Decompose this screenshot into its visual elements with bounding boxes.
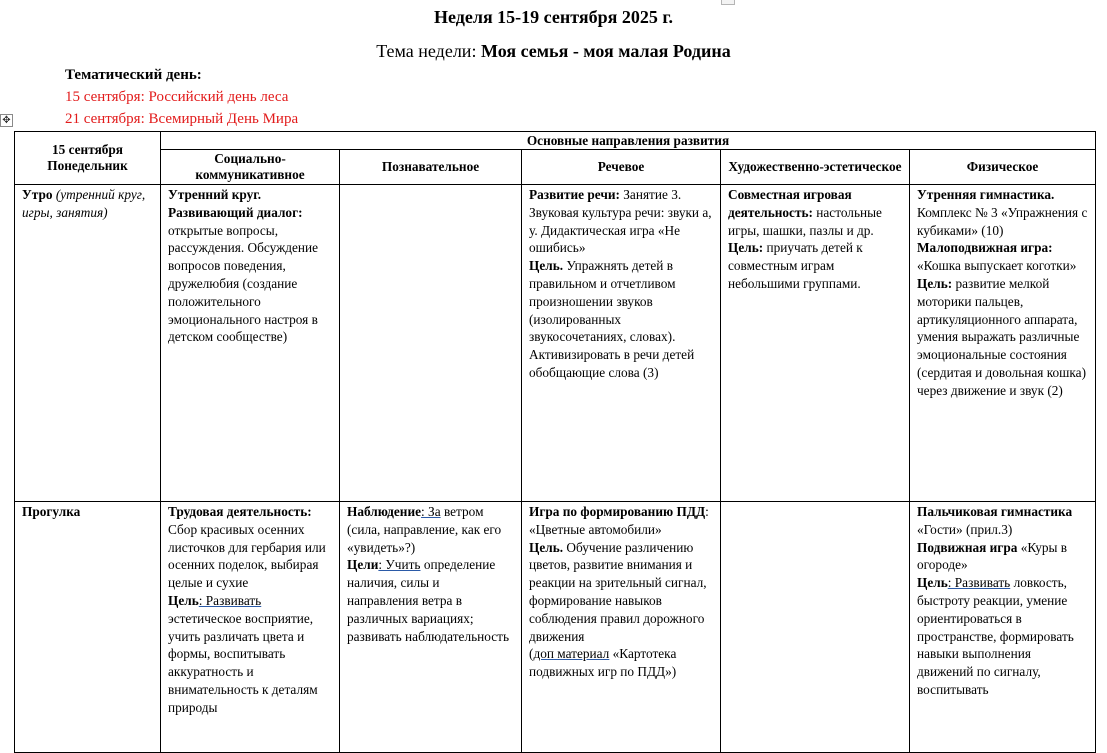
row-label-walk (15, 502, 161, 753)
cell-text: ( (529, 646, 534, 662)
cell-text: Занятие 3. Звуковая культура речи: звуки а, у. Дидактическая игра «Не ошибись» (529, 187, 712, 256)
table-row-walk (15, 502, 1096, 753)
cell-heading: Цели (347, 557, 379, 573)
cell-morning-art (721, 185, 910, 502)
spell-flagged-text: доп материал (533, 646, 610, 662)
week-theme (0, 41, 1107, 62)
cell-text: определение наличия, силы и направления ветра в различных вариациях; развивать наблюдательность (347, 557, 510, 644)
group-header: Основные направления развития (161, 132, 1096, 150)
theme-name: Моя семья - моя малая Родина (480, 41, 731, 61)
cell-walk-cognitive (340, 502, 522, 753)
cell-heading: Подвижная игра (917, 539, 1018, 555)
col-header-speech: Речевое (522, 150, 721, 185)
table-move-handle-icon[interactable]: ✥ (0, 114, 13, 127)
cell-text: ветром (сила, направление, как его «увидеть»?) (347, 504, 502, 555)
cell-morning-speech (522, 185, 721, 502)
cell-text: ловкость, быстроту реакции, умение ориентироваться в пространстве, формировать навыки выполнения движений по сигналу, воспитывать (917, 575, 1074, 697)
col-header-social: Социально-коммуникативное (161, 150, 340, 185)
thematic-day-2: 21 сентября: Всемирный День Мира (65, 111, 299, 127)
thematic-day-1: 15 сентября: Российский день леса (65, 89, 289, 105)
cell-heading: Игра по формированию ПДД (529, 504, 706, 519)
cell-heading: Цель. (529, 539, 564, 555)
cell-text: : «Цветные автомобили» (529, 504, 709, 537)
cell-text: Упражнять детей в правильном и отчетливом произношении звуков (изолированных звукосочетаниях, словах). Активизировать в речи детей обобщающие слова (3) (529, 258, 695, 380)
cell-text: Сбор красивых осенних листочков для гербария или осенних поделок, выбирая целые и сухие (168, 521, 326, 591)
cell-text: «Кошка выпускает коготки» (917, 258, 1077, 274)
cell-morning-cognitive (340, 185, 522, 502)
cell-heading: Цель (168, 592, 199, 608)
cell-heading: Утренний круг. (168, 187, 262, 202)
cell-text: открытые вопросы, рассуждения. Обсуждение вопросов поведения, дружелюбия (создание положительного эмоционального настроя в детском сообществе) (168, 222, 319, 345)
cell-heading: Наблюдение (347, 504, 422, 519)
row-label-text: Утро (22, 187, 53, 202)
col-header-art: Художественно-эстетическое (721, 150, 910, 185)
cell-heading: Утренняя гимнастика. (917, 187, 1055, 202)
spell-flagged-text: : Развивать (198, 592, 262, 608)
cell-text: Комплекс № 3 «Упражнения с кубиками» (10) (917, 204, 1088, 238)
cell-text: приучать детей к совместным играм небольшими группами. (728, 240, 863, 291)
cell-morning-physical (910, 185, 1096, 502)
plan-table (14, 131, 1096, 753)
spell-flagged-text: : Развивать (947, 575, 1011, 591)
cell-walk-art (721, 502, 910, 753)
theme-prefix: Тема недели: (376, 41, 481, 61)
cell-text: «Гости» (прил.3) (917, 521, 1013, 537)
cell-heading: Трудовая деятельность: (168, 504, 312, 519)
cell-heading: Цель. (529, 258, 564, 274)
table-row-morning (15, 185, 1096, 502)
cell-text: «Картотека подвижных игр по ПДД») (529, 646, 677, 680)
cell-heading: Малоподвижная игра: (917, 240, 1053, 256)
cell-text: эстетическое восприятие, учить различать цвета и формы, воспитывать аккуратность и внимательность к деталям природы (168, 610, 318, 715)
cell-heading: Развивающий диалог: (168, 204, 303, 220)
cell-text: «Куры в огороде» (917, 539, 1068, 573)
col-header-cognitive: Познавательное (340, 150, 522, 185)
cell-heading: Цель: (728, 240, 764, 256)
date-header: 15 сентября Понедельник (15, 132, 161, 185)
cell-text: Обучение различению цветов, развитие внимания и реакции на зрительный сигнал, формирование навыков соблюдения правил дорожного движения (529, 539, 707, 644)
week-title: Неделя 15-19 сентября 2025 г. (434, 7, 673, 27)
cell-heading: Развитие речи: (529, 187, 620, 202)
cell-morning-social (161, 185, 340, 502)
spell-flagged-text: : За (421, 504, 441, 519)
cell-walk-speech (522, 502, 721, 753)
cell-walk-social (161, 502, 340, 753)
cell-heading: Цель (917, 575, 948, 591)
ruler-marker (721, 0, 735, 5)
cell-walk-physical (910, 502, 1096, 753)
cell-text: развитие мелкой моторики пальцев, артикуляционного аппарата, умения выражать различные эмоциональные состояния (сердитая и довольная кошка) через движение и звук (2) (917, 275, 1086, 398)
row-label-note: (утренний круг, игры, занятия) (22, 187, 146, 220)
row-label-text: Прогулка (22, 504, 81, 519)
spell-flagged-text: : Учить (378, 557, 421, 573)
cell-heading: Пальчиковая гимнастика (917, 504, 1073, 519)
col-header-physical: Физическое (910, 150, 1096, 185)
row-label-morning (15, 185, 161, 502)
cell-text: настольные игры, шашки, пазлы и др. (728, 204, 882, 238)
cell-heading: Совместная игровая деятельность: (728, 187, 852, 220)
thematic-day-label: Тематический день: (65, 67, 202, 83)
cell-heading: Цель: (917, 275, 953, 291)
